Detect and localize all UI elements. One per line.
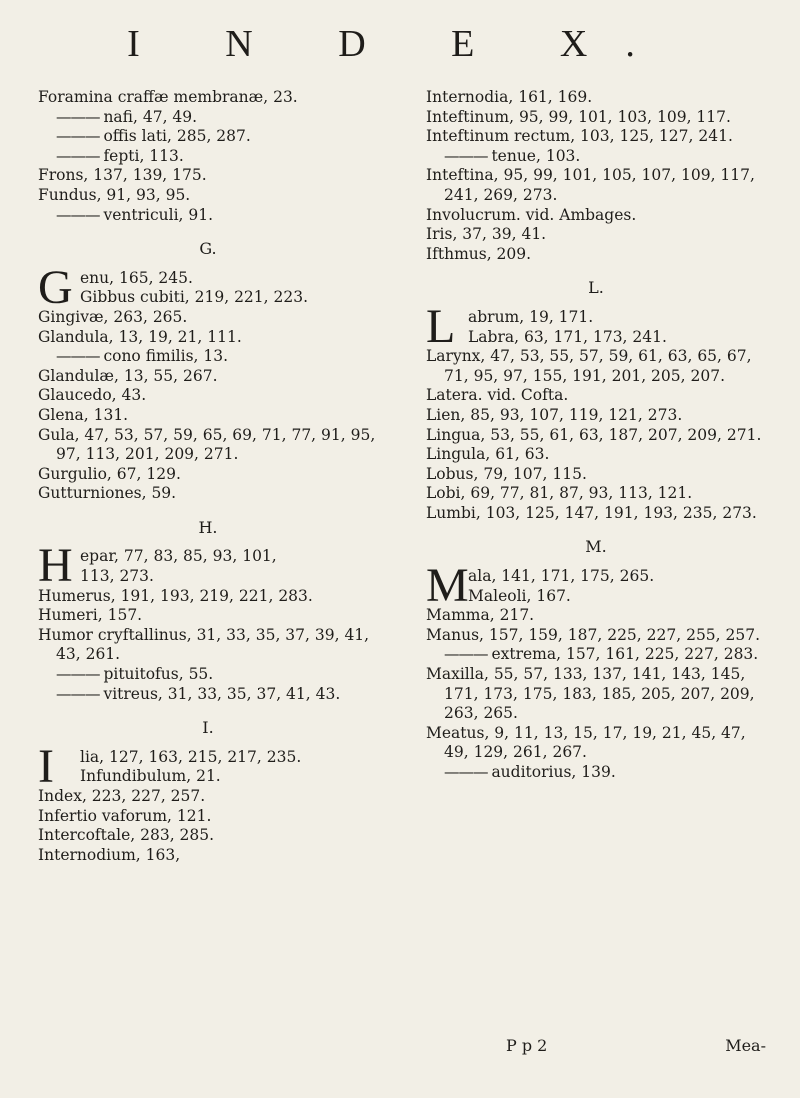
index-entry: Ifthmus, 209. <box>426 244 532 263</box>
index-subentry: ——— ventriculi, 91. <box>38 206 378 226</box>
signature-mark: P p 2 <box>506 1036 548 1055</box>
index-entry: Iris, 37, 39, 41. <box>426 225 547 244</box>
entry-text: enu, 165, 245. <box>80 268 193 287</box>
index-entry: Index, 223, 227, 257. <box>38 787 206 805</box>
entry-text: abrum, 19, 171. <box>468 307 594 326</box>
index-entry: 113, 273. <box>80 567 154 586</box>
index-entry: Humeri, 157. <box>38 606 143 625</box>
index-entry: Labra, 63, 171, 173, 241. <box>468 327 667 346</box>
index-entry: Frons, 137, 139, 175. <box>38 166 207 185</box>
index-subentry: ——— pituitofus, 55. <box>38 665 378 685</box>
index-entry: Inteftina, 95, 99, 101, 105, 107, 109, 117, 241, 269, 273. <box>426 166 755 204</box>
section-letter-l: L. <box>588 278 604 298</box>
index-entry: Mamma, 217. <box>426 606 535 625</box>
index-entry: Involucrum. vid. Ambages. <box>426 205 637 224</box>
index-entry: Foramina craffæ membranæ, 23. <box>38 88 298 106</box>
index-entry: Glena, 131. <box>38 405 129 424</box>
index-entry: Lobi, 69, 77, 81, 87, 93, 113, 121. <box>426 484 693 503</box>
index-entry: Maxilla, 55, 57, 133, 137, 141, 143, 145, 171, 173, 175, 183, 185, 205, 207, 209, 263, 265. <box>426 665 755 723</box>
left-column <box>38 88 378 865</box>
index-entry: Gutturniones, 59. <box>38 484 177 503</box>
index-entry: Gingivæ, 263, 265. <box>38 307 188 326</box>
index-entry: Lumbi, 103, 125, 147, 191, 193, 235, 273. <box>426 503 757 522</box>
index-entry: Glaucedo, 43. <box>38 386 147 405</box>
index-subentry: ——— fepti, 113. <box>38 147 378 167</box>
index-entry: Lingua, 53, 55, 61, 63, 187, 207, 209, 271. <box>426 425 762 444</box>
index-entry: Infertio vaforum, 121. <box>38 806 212 825</box>
index-entry: Internodium, 163, <box>38 845 181 864</box>
index-entry: Gurgulio, 67, 129. <box>38 464 181 483</box>
drop-cap: M <box>426 559 469 613</box>
index-entry: Inteftinum rectum, 103, 125, 127, 241. <box>426 127 733 146</box>
index-entry: Gibbus cubiti, 219, 221, 223. <box>80 288 309 307</box>
entry-text: lia, 127, 163, 215, 217, 235. <box>80 747 302 766</box>
index-entry: Gula, 47, 53, 57, 59, 65, 69, 71, 77, 91, 95, 97, 113, 201, 209, 271. <box>38 425 376 464</box>
index-entry: Humor cryftallinus, 31, 33, 35, 37, 39, 41, 43, 261. <box>38 625 370 664</box>
index-entry: Lien, 85, 93, 107, 119, 121, 273. <box>426 405 683 424</box>
drop-cap: I <box>38 739 54 793</box>
index-subentry: ——— tenue, 103. <box>426 147 766 167</box>
index-subentry: ——— extrema, 157, 161, 225, 227, 283. <box>426 645 766 665</box>
index-entry: Glandula, 13, 19, 21, 111. <box>38 327 242 346</box>
index-entry: Maleoli, 167. <box>468 586 571 605</box>
index-entry: Latera. vid. Cofta. <box>426 386 569 405</box>
right-column <box>426 88 766 783</box>
index-entry: Larynx, 47, 53, 55, 57, 59, 61, 63, 65, 67, 71, 95, 97, 155, 191, 201, 205, 207. <box>426 347 752 385</box>
index-entry: Meatus, 9, 11, 13, 15, 17, 19, 21, 45, 47, 49, 129, 261, 267. <box>426 723 746 762</box>
index-entry: Glandulæ, 13, 55, 267. <box>38 366 218 385</box>
index-entry: Intercoftale, 283, 285. <box>38 826 215 845</box>
index-entry: Internodia, 161, 169. <box>426 88 593 106</box>
section-letter-i: I. <box>202 718 214 738</box>
index-entry: Lingula, 61, 63. <box>426 445 550 464</box>
drop-cap: G <box>38 260 73 314</box>
index-entry: Infundibulum, 21. <box>80 767 221 786</box>
index-subentry: ——— cono fimilis, 13. <box>38 347 378 367</box>
section-letter-h: H. <box>198 517 218 537</box>
index-subentry: ——— auditorius, 139. <box>426 763 766 783</box>
entry-text: epar, 77, 83, 85, 93, 101, <box>80 547 277 566</box>
drop-cap: H <box>38 539 73 593</box>
index-entry: Inteftinum, 95, 99, 101, 103, 109, 117. <box>426 107 731 126</box>
entry-text: ala, 141, 171, 175, 265. <box>468 567 655 586</box>
page-header: I N D E X. <box>127 23 673 65</box>
index-subentry: ——— vitreus, 31, 33, 35, 37, 41, 43. <box>38 685 378 705</box>
catchword: Mea- <box>725 1036 766 1055</box>
section-letter-g: G. <box>199 239 217 259</box>
index-entry: Fundus, 91, 93, 95. <box>38 185 191 204</box>
index-entry: Manus, 157, 159, 187, 225, 227, 255, 257. <box>426 625 761 644</box>
index-subentry: ——— nafi, 47, 49. <box>38 108 378 128</box>
index-subentry: ——— offis lati, 285, 287. <box>38 127 378 147</box>
index-entry: Humerus, 191, 193, 219, 221, 283. <box>38 586 313 605</box>
index-entry: Lobus, 79, 107, 115. <box>426 464 587 483</box>
drop-cap: L <box>426 299 456 353</box>
section-letter-m: M. <box>585 537 607 557</box>
